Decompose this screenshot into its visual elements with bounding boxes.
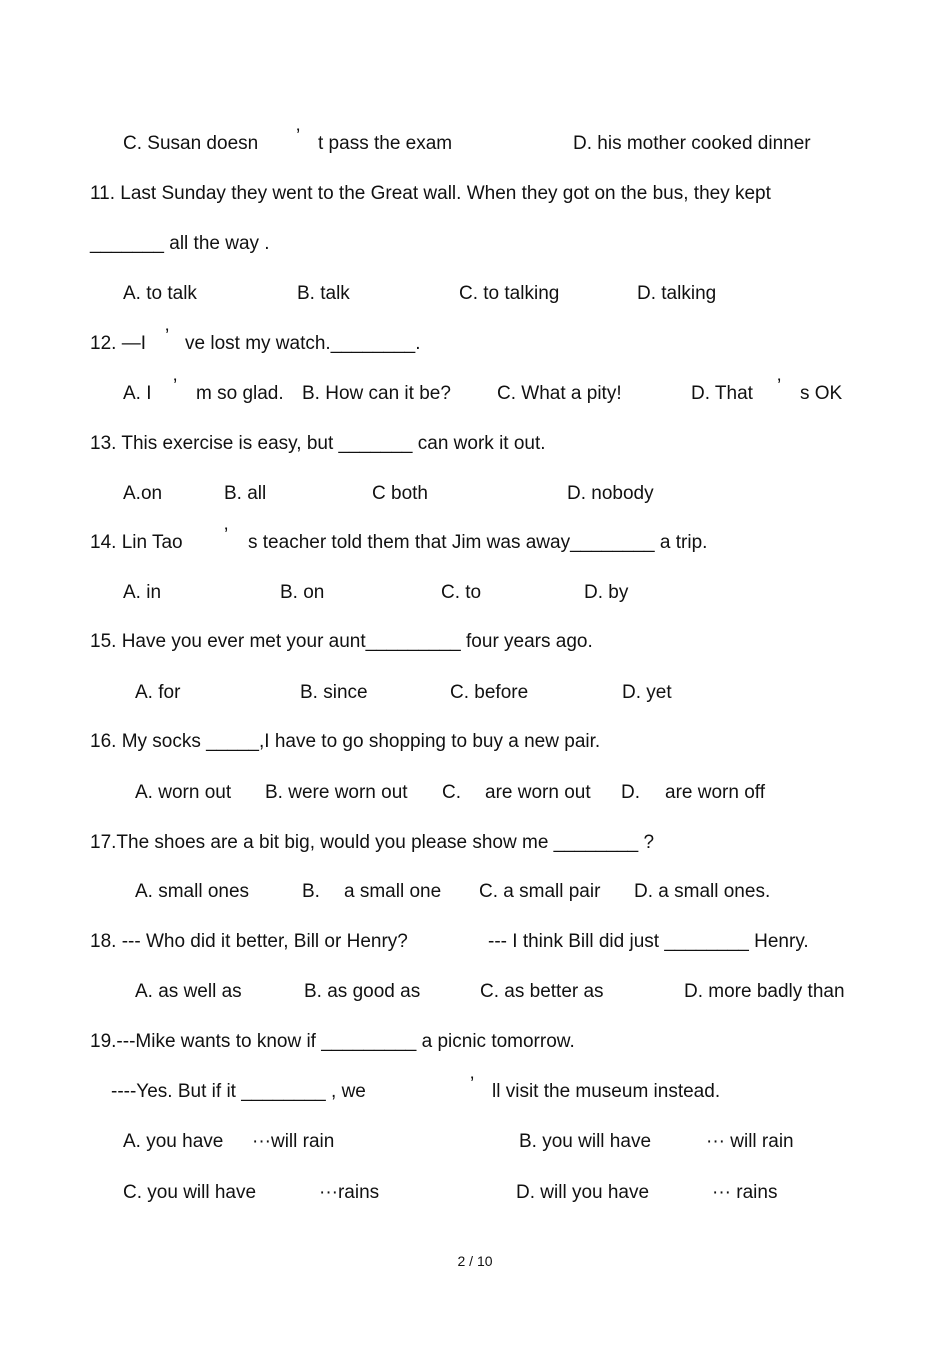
q19-option-a-tail: ···will rain [252,1131,335,1152]
q15-option-a: A. for [135,682,181,703]
q18-option-b: B. as good as [304,981,421,1002]
q12-stem-tail: ve lost my watch.________. [185,333,421,354]
q19-option-a: A. you have [123,1131,224,1152]
q17-stem: 17.The shoes are a bit big, would you please show me ________ ? [90,832,655,853]
q10-option-c: C. Susan doesn [123,133,259,154]
q12-stem-mark: ’ [165,326,170,347]
q12-option-d: D. That [691,383,753,404]
q19-reply: ----Yes. But if it ________ , we [111,1081,366,1102]
q19-option-b: B. you will have [519,1131,652,1152]
q14-option-b: B. on [280,582,325,603]
q12-option-a-mark: ’ [173,376,178,397]
q10-option-d: D. his mother cooked dinner [573,133,811,154]
q18-option-a: A. as well as [135,981,242,1002]
q11-option-b: B. talk [297,283,350,304]
q12-option-d-tail: s OK [800,383,843,404]
q13-option-c: C both [372,483,428,504]
q11-option-c: C. to talking [459,283,560,304]
q14-stem-mark: ’ [224,525,229,546]
q14-option-c: C. to [441,582,482,603]
q13-option-b: B. all [224,483,267,504]
q18-reply: --- I think Bill did just ________ Henry. [488,931,809,952]
q18-option-d: D. more badly than [684,981,845,1002]
page-number: 2 / 10 [457,1253,493,1269]
q14-option-a: A. in [123,582,162,603]
q15-option-d: D. yet [622,682,672,703]
q12-option-a-tail: m so glad. [196,383,284,404]
q11-option-d: D. talking [637,283,717,304]
q19-option-d-tail: ··· rains [712,1182,778,1203]
q17-option-c: C. a small pair [479,881,601,902]
q12-option-a: A. I [123,383,152,404]
q14-stem: 14. Lin Tao [90,532,183,553]
q19-option-c: C. you will have [123,1182,257,1203]
q19-stem: 19.---Mike wants to know if _________ a picnic tomorrow. [90,1031,575,1052]
q14-stem-tail: s teacher told them that Jim was away________ a trip. [248,532,708,553]
q17-option-a: A. small ones [135,881,250,902]
q19-option-b-tail: ··· will rain [706,1131,794,1152]
q11-option-a: A. to talk [123,283,197,304]
q19-option-c-tail: ···rains [319,1182,380,1203]
q11-stem-continued: _______ all the way . [90,233,270,254]
q11-stem: 11. Last Sunday they went to the Great wall. When they got on the bus, they kept [90,183,771,204]
q10-option-c-mark: ’ [296,126,301,147]
q18-option-c: C. as better as [480,981,604,1002]
q17-option-b-letter: B. [302,881,320,902]
q18-stem: 18. --- Who did it better, Bill or Henry? [90,931,408,952]
q13-option-a: A.on [123,483,163,504]
q13-option-d: D. nobody [567,483,654,504]
q17-option-d: D. a small ones. [634,881,771,902]
q12-option-d-mark: ’ [777,376,782,397]
q15-option-c: C. before [450,682,529,703]
q16-option-c: are worn out [485,782,591,803]
q19-option-d: D. will you have [516,1182,650,1203]
q15-option-b: B. since [300,682,368,703]
q10-option-c-tail: t pass the exam [318,133,453,154]
q13-stem: 13. This exercise is easy, but _______ can work it out. [90,433,546,454]
q15-stem: 15. Have you ever met your aunt_________ four years ago. [90,631,593,652]
q16-option-c-letter: C. [442,782,461,803]
q12-option-c: C. What a pity! [497,383,622,404]
q19-reply-tail: ll visit the museum instead. [492,1081,721,1102]
q12-option-b: B. How can it be? [302,383,451,404]
q16-option-d: are worn off [665,782,765,803]
q16-stem: 16. My socks _____,I have to go shopping to buy a new pair. [90,731,601,752]
q16-option-d-letter: D. [621,782,640,803]
q12-stem: 12. —I [90,333,146,354]
q19-reply-mark: ’ [470,1074,475,1095]
q17-option-b: a small one [344,881,442,902]
q16-option-b: B. were worn out [265,782,408,803]
q16-option-a: A. worn out [135,782,232,803]
q14-option-d: D. by [584,582,629,603]
